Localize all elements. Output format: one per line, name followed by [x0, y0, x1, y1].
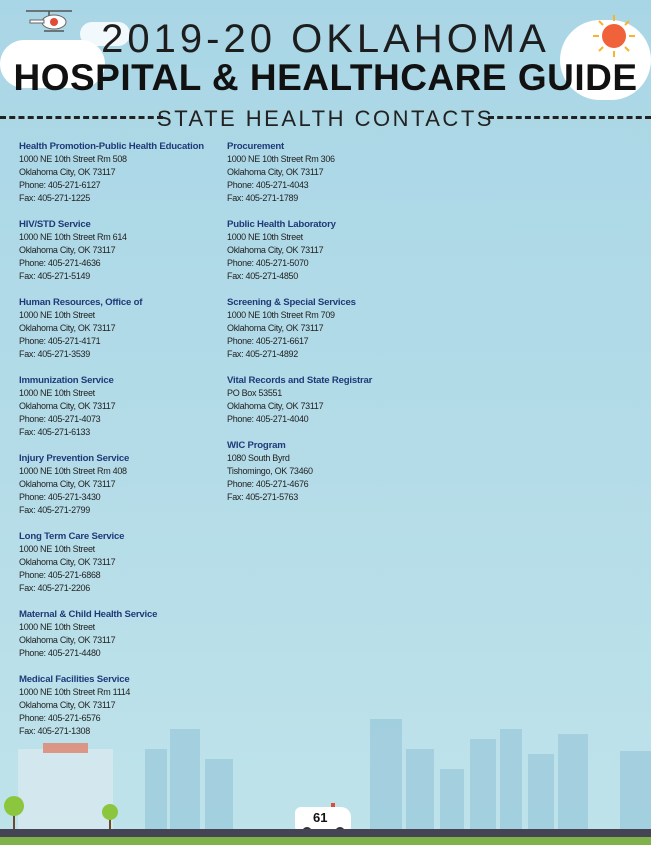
building: [440, 769, 464, 829]
building: [500, 729, 522, 829]
contact-detail-line: Phone: 405-271-4480: [19, 648, 101, 658]
contact-name: WIC Program: [227, 440, 286, 451]
contact-detail-line: 1000 NE 10th Street Rm 408: [19, 466, 127, 476]
contact-detail-line: Fax: 405-271-4892: [227, 349, 298, 359]
contact-detail-line: Oklahoma City, OK 73117: [19, 479, 116, 489]
contact-detail-line: Phone: 405-271-6127: [19, 180, 101, 190]
contact-entry: [19, 374, 224, 439]
contact-detail-line: 1000 NE 10th Street Rm 306: [227, 154, 335, 164]
contact-detail-line: 1080 South Byrd: [227, 453, 290, 463]
contact-name: Public Health Laboratory: [227, 219, 336, 230]
contact-detail-line: 1000 NE 10th Street Rm 508: [19, 154, 127, 164]
contact-detail-line: Oklahoma City, OK 73117: [227, 323, 324, 333]
contact-detail-line: 1000 NE 10th Street: [19, 388, 95, 398]
contact-detail-line: Phone: 405-271-3430: [19, 492, 101, 502]
grass: [0, 837, 651, 845]
building: [205, 759, 233, 829]
contact-detail-line: Fax: 405-271-5149: [19, 271, 90, 281]
contact-name: HIV/STD Service: [19, 219, 91, 230]
building: [370, 719, 402, 829]
contact-detail-line: Fax: 405-271-1225: [19, 193, 90, 203]
contact-detail-line: 1000 NE 10th Street: [19, 310, 95, 320]
contact-detail-line: Oklahoma City, OK 73117: [19, 401, 116, 411]
city-scene: [0, 715, 651, 845]
contact-name: Immunization Service: [19, 375, 114, 386]
contact-detail-line: 1000 NE 10th Street Rm 709: [227, 310, 335, 320]
contacts-right-column: [227, 140, 447, 517]
contact-detail-line: Fax: 405-271-6133: [19, 427, 90, 437]
contact-detail-line: 1000 NE 10th Street: [227, 232, 303, 242]
hospital-roof: [43, 743, 88, 753]
contact-entry: [227, 296, 447, 361]
subtitle-row: [0, 104, 651, 130]
contact-entry: [19, 296, 224, 361]
contact-detail-line: Phone: 405-271-5070: [227, 258, 309, 268]
title-year-state: 2019-20 OKLAHOMA: [101, 17, 550, 61]
contact-detail-line: Phone: 405-271-6868: [19, 570, 101, 580]
contact-detail-line: Fax: 405-271-2206: [19, 583, 90, 593]
building: [528, 754, 554, 829]
contact-detail-line: Oklahoma City, OK 73117: [227, 245, 324, 255]
contact-entry: [19, 140, 224, 205]
contact-detail-line: Phone: 405-271-4171: [19, 336, 101, 346]
contact-entry: [227, 374, 447, 426]
contact-entry: [19, 608, 224, 660]
building: [145, 749, 167, 829]
contact-detail-line: Oklahoma City, OK 73117: [19, 245, 116, 255]
contact-entry: [19, 452, 224, 517]
contact-detail-line: Phone: 405-271-6576: [19, 713, 101, 723]
contact-name: Vital Records and State Registrar: [227, 375, 373, 386]
contact-entry: [19, 218, 224, 283]
contact-detail-line: Phone: 405-271-4073: [19, 414, 101, 424]
divider-right: [488, 116, 651, 119]
contact-detail-line: 1000 NE 10th Street: [19, 544, 95, 554]
tree-icon: [101, 803, 119, 831]
contact-detail-line: Phone: 405-271-6617: [227, 336, 309, 346]
ambulance-number: 61: [313, 810, 328, 825]
building: [470, 739, 496, 829]
contact-detail-line: Fax: 405-271-2799: [19, 505, 90, 515]
contact-detail-line: 1000 NE 10th Street Rm 1114: [19, 687, 131, 697]
contact-detail-line: PO Box 53551: [227, 388, 282, 398]
contact-detail-line: Phone: 405-271-4676: [227, 479, 309, 489]
building: [170, 729, 200, 829]
contact-detail-line: Fax: 405-271-4850: [227, 271, 298, 281]
contact-name: Human Resources, Office of: [19, 297, 143, 308]
contact-entry: [227, 439, 447, 504]
contact-detail-line: Oklahoma City, OK 73117: [19, 167, 116, 177]
contact-name: Procurement: [227, 141, 284, 152]
contact-name: Long Term Care Service: [19, 531, 125, 542]
subtitle: STATE HEALTH CONTACTS: [157, 106, 494, 131]
contact-detail-line: Fax: 405-271-3539: [19, 349, 90, 359]
contact-detail-line: Tishomingo, OK 73460: [227, 466, 313, 476]
contact-detail-line: Phone: 405-271-4043: [227, 180, 309, 190]
building: [558, 734, 588, 829]
contact-detail-line: 1000 NE 10th Street: [19, 622, 95, 632]
contact-detail-line: Oklahoma City, OK 73117: [19, 557, 116, 567]
contact-entry: [227, 218, 447, 283]
building: [406, 749, 434, 829]
building: [620, 751, 651, 829]
hospital-building: [18, 749, 113, 829]
contact-name: Health Promotion-Public Health Education: [19, 141, 204, 152]
contact-detail-line: Fax: 405-271-1308: [19, 726, 90, 736]
contact-detail-line: Oklahoma City, OK 73117: [227, 167, 324, 177]
tree-icon: [3, 795, 25, 831]
contact-detail-line: Phone: 405-271-4040: [227, 414, 309, 424]
contact-detail-line: Oklahoma City, OK 73117: [19, 323, 116, 333]
contact-name: Maternal & Child Health Service: [19, 609, 158, 620]
contact-entry: [19, 530, 224, 595]
contact-detail-line: Oklahoma City, OK 73117: [19, 635, 116, 645]
contacts-left-column: [19, 140, 224, 751]
title-guide: HOSPITAL & HEALTHCARE GUIDE: [13, 57, 638, 98]
contact-detail-line: Fax: 405-271-1789: [227, 193, 298, 203]
contact-entry: [227, 140, 447, 205]
contact-detail-line: 1000 NE 10th Street Rm 614: [19, 232, 127, 242]
contact-detail-line: Oklahoma City, OK 73117: [227, 401, 324, 411]
contact-name: Injury Prevention Service: [19, 453, 130, 464]
contact-detail-line: Fax: 405-271-5763: [227, 492, 298, 502]
page-header: [0, 0, 651, 135]
contact-detail-line: Phone: 405-271-4636: [19, 258, 101, 268]
contact-name: Screening & Special Services: [227, 297, 356, 308]
contact-name: Medical Facilities Service: [19, 674, 130, 685]
road: [0, 829, 651, 837]
contact-detail-line: Oklahoma City, OK 73117: [19, 700, 116, 710]
